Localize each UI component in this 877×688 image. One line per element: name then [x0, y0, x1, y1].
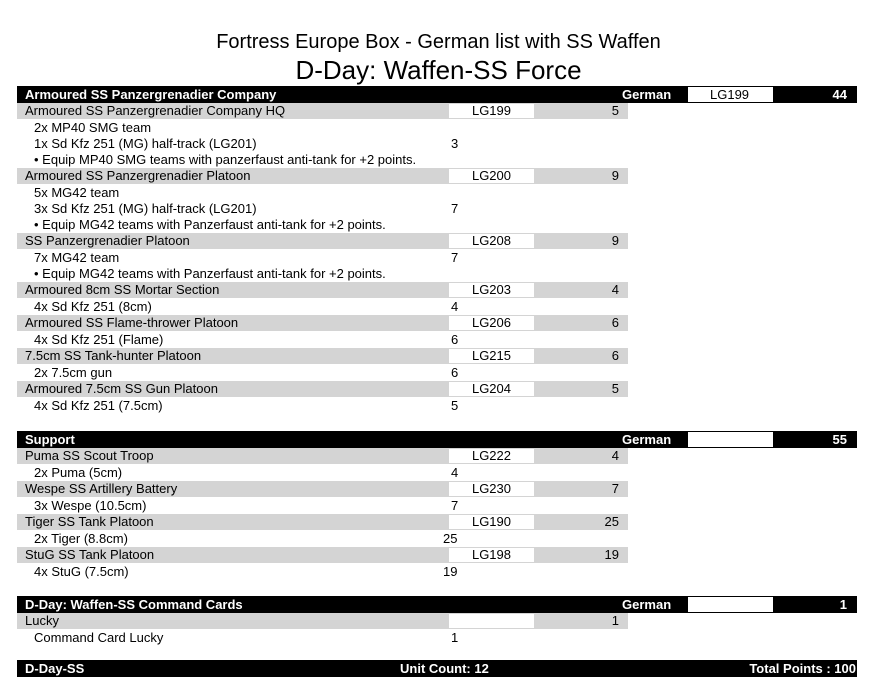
unit-points: 19 — [604, 547, 619, 562]
unit-name: Wespe SS Artillery Battery — [25, 481, 178, 496]
section-points: 44 — [832, 87, 847, 102]
unit-detail: 2x 7.5cm gun — [34, 365, 113, 380]
unit-code: LG206 — [449, 316, 534, 330]
unit-row — [17, 514, 628, 530]
unit-name: 7.5cm SS Tank-hunter Platoon — [25, 348, 202, 363]
unit-name: Armoured SS Panzergrenadier Platoon — [25, 168, 251, 183]
detail-points: 6 — [451, 365, 459, 380]
unit-row — [17, 282, 628, 298]
unit-code: LG215 — [449, 349, 534, 363]
unit-name: Puma SS Scout Troop — [25, 448, 154, 463]
unit-points: 4 — [611, 282, 619, 297]
unit-name: Armoured SS Panzergrenadier Company HQ — [25, 103, 286, 118]
detail-points: 7 — [451, 201, 459, 216]
section-title: D-Day: Waffen-SS Command Cards — [25, 597, 243, 612]
detail-points: 3 — [451, 136, 459, 151]
unit-name: Armoured SS Flame-thrower Platoon — [25, 315, 239, 330]
footer-bar — [17, 660, 857, 677]
section-header-command-cards — [17, 596, 857, 613]
unit-code: LG198 — [449, 548, 534, 562]
section-points: 55 — [832, 432, 847, 447]
detail-points: 1 — [451, 630, 459, 645]
detail-points: 4 — [451, 465, 459, 480]
unit-name: Armoured 8cm SS Mortar Section — [25, 282, 220, 297]
unit-points: 6 — [611, 348, 619, 363]
unit-detail: 3x Wespe (10.5cm) — [34, 498, 147, 513]
section-nation: German — [622, 432, 672, 447]
unit-detail: 4x Sd Kfz 251 (8cm) — [34, 299, 152, 314]
unit-points: 5 — [611, 381, 619, 396]
page-subtitle: D-Day: Waffen-SS Force — [295, 55, 582, 85]
unit-name: Tiger SS Tank Platoon — [25, 514, 154, 529]
unit-detail: 7x MG42 team — [34, 250, 120, 265]
unit-code: LG230 — [449, 482, 534, 496]
detail-points: 7 — [451, 498, 459, 513]
unit-points: 6 — [611, 315, 619, 330]
unit-name: Armoured 7.5cm SS Gun Platoon — [25, 381, 218, 396]
detail-points: 5 — [451, 398, 459, 413]
unit-row — [17, 315, 628, 331]
unit-option: • Equip MG42 teams with Panzerfaust anti-tank for +2 points. — [34, 266, 386, 281]
unit-option: • Equip MP40 SMG teams with panzerfaust anti-tank for +2 points. — [34, 152, 417, 167]
section-points: 1 — [839, 597, 847, 612]
unit-code: LG190 — [449, 515, 534, 529]
unit-name: Lucky — [25, 613, 59, 628]
section-title: Armoured SS Panzergrenadier Company — [25, 87, 277, 102]
unit-points: 25 — [604, 514, 619, 529]
unit-name: SS Panzergrenadier Platoon — [25, 233, 190, 248]
unit-detail: 2x Tiger (8.8cm) — [34, 531, 128, 546]
unit-detail: Command Card Lucky — [34, 630, 164, 645]
unit-row — [17, 613, 628, 629]
unit-detail: 4x Sd Kfz 251 (7.5cm) — [34, 398, 163, 413]
list-name: D-Day-SS — [25, 661, 85, 676]
unit-count: Unit Count: 12 — [400, 661, 489, 676]
unit-code: LG208 — [449, 234, 534, 248]
section-nation: German — [622, 597, 672, 612]
unit-row — [17, 103, 628, 119]
unit-row — [17, 381, 628, 397]
unit-row — [17, 348, 628, 364]
unit-points: 9 — [611, 233, 619, 248]
detail-points: 6 — [451, 332, 459, 347]
unit-code: LG199 — [449, 104, 534, 118]
section-header-company — [17, 86, 857, 103]
section-code — [688, 597, 773, 612]
unit-points: 5 — [611, 103, 619, 118]
total-points: Total Points : 100 — [749, 661, 856, 676]
page-title: Fortress Europe Box - German list with SS Waffen — [216, 31, 661, 53]
unit-points: 9 — [611, 168, 619, 183]
unit-detail: 4x Sd Kfz 251 (Flame) — [34, 332, 164, 347]
unit-detail: 1x Sd Kfz 251 (MG) half-track (LG201) — [34, 136, 257, 151]
unit-detail: 2x MP40 SMG team — [34, 120, 152, 135]
unit-points: 4 — [611, 448, 619, 463]
section-header-support — [17, 431, 857, 448]
unit-detail: 2x Puma (5cm) — [34, 465, 123, 480]
unit-detail: 5x MG42 team — [34, 185, 120, 200]
unit-detail: 4x StuG (7.5cm) — [34, 564, 129, 579]
detail-points: 4 — [451, 299, 459, 314]
unit-row — [17, 233, 628, 249]
detail-points: 19 — [443, 564, 458, 579]
unit-points: 1 — [611, 613, 619, 628]
unit-row — [17, 481, 628, 497]
section-title: Support — [25, 432, 75, 447]
unit-option: • Equip MG42 teams with Panzerfaust anti-tank for +2 points. — [34, 217, 386, 232]
unit-detail: 3x Sd Kfz 251 (MG) half-track (LG201) — [34, 201, 257, 216]
unit-code: LG204 — [449, 382, 534, 396]
detail-points: 25 — [443, 531, 458, 546]
section-nation: German — [622, 87, 672, 102]
unit-code: LG222 — [449, 449, 534, 463]
section-code: LG199 — [688, 87, 773, 102]
unit-row — [17, 448, 628, 464]
unit-code: LG203 — [449, 283, 534, 297]
unit-points: 7 — [611, 481, 619, 496]
unit-code — [449, 614, 534, 628]
unit-row — [17, 168, 628, 184]
unit-name: StuG SS Tank Platoon — [25, 547, 155, 562]
unit-code: LG200 — [449, 169, 534, 183]
section-code — [688, 432, 773, 447]
detail-points: 7 — [451, 250, 459, 265]
unit-row — [17, 547, 628, 563]
